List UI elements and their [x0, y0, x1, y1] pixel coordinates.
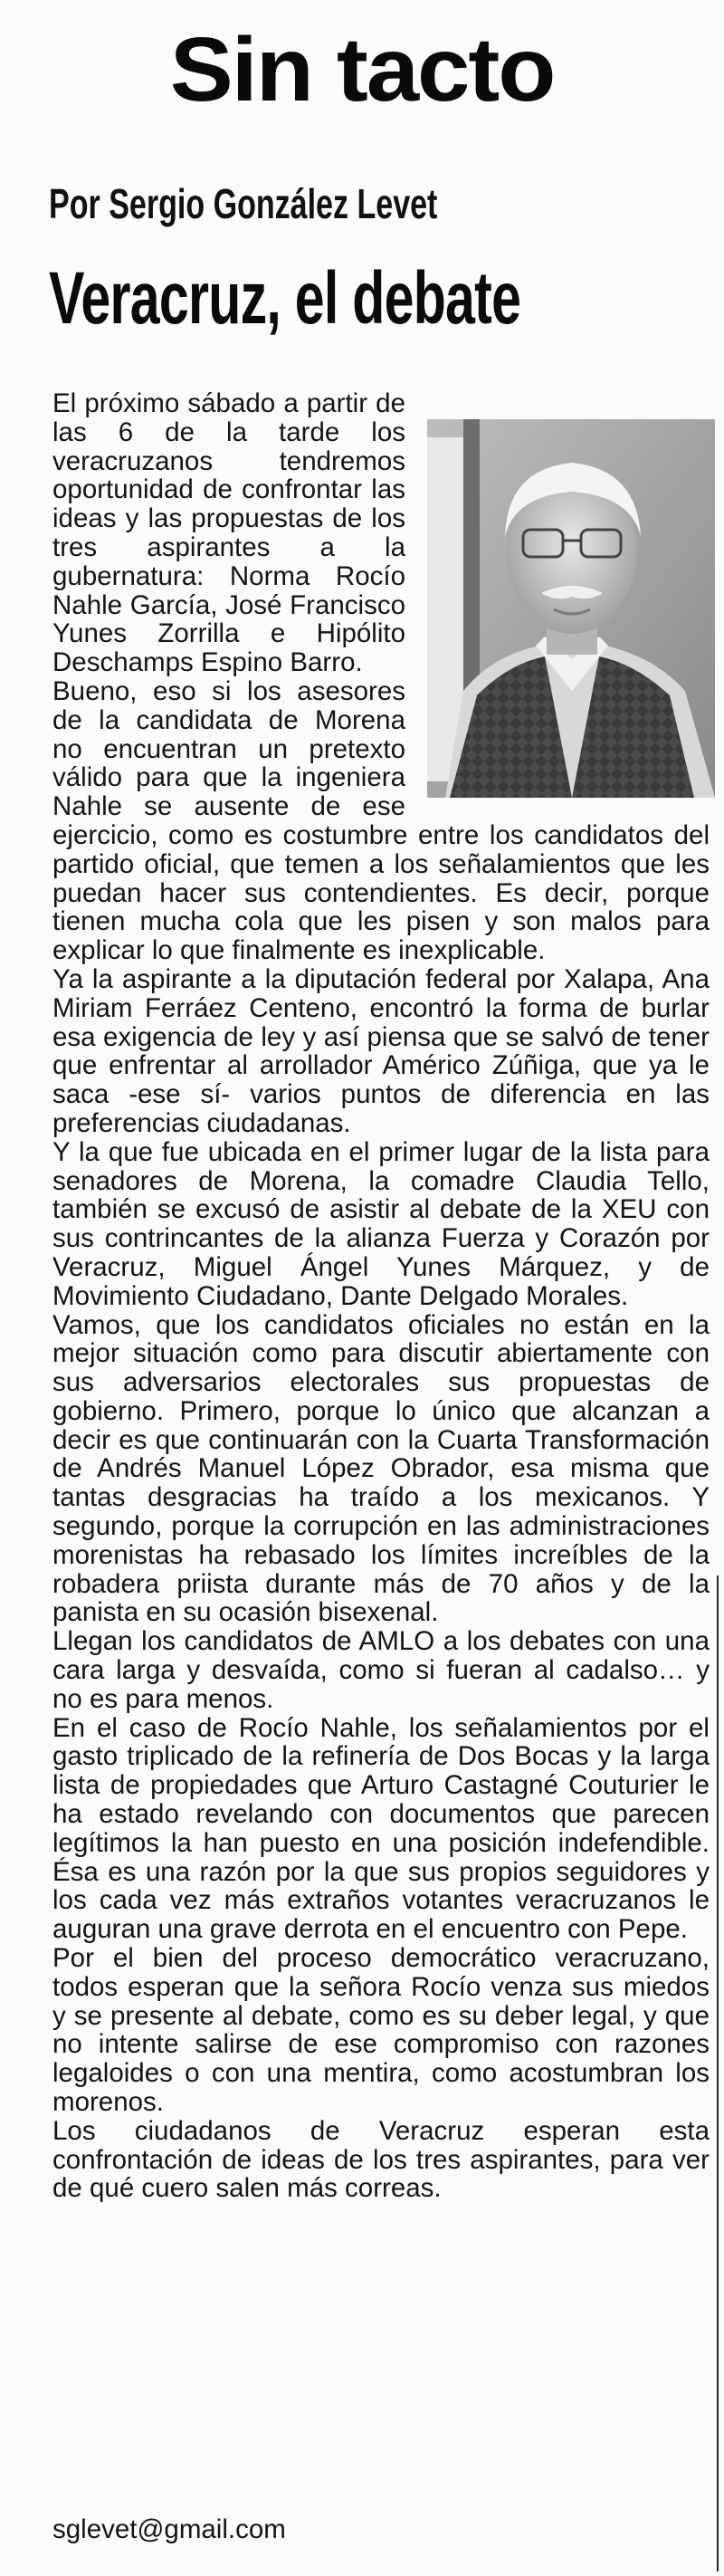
- article-body: [52, 389, 710, 2203]
- paragraph: En el caso de Rocío Nahle, los señalamientos por el gasto triplicado de la refinería de Dos Bocas y la larga lista de propiedades que Arturo Castagné Couturier le ha estado revelando con documentos que parecen legítimos la han puesto en una posición indefendible. Ésa es una razón por la que sus propios seguidores y los cada vez más extraños votantes veracruzanos le auguran una grave derrota en el encuentro con Pepe.: [52, 1712, 710, 1945]
- paragraph: Por el bien del proceso democrático veracruzano, todos esperan que la señora Rocío venza sus miedos y se presente al debate, como es su deber legal, y que no intente salirse de ese compromiso con razones legaloides o con una mentira, como acostumbran los morenos.: [52, 1943, 710, 2118]
- author-byline: Por Sergio González Levet: [49, 180, 438, 227]
- page-edge-line: [717, 1575, 719, 2571]
- paragraph: Los ciudadanos de Veracruz esperan esta confrontación de ideas de los tres aspirantes, para ver de qué cuero salen más correas.: [52, 2115, 710, 2204]
- author-email: sglevet@gmail.com: [52, 2514, 286, 2544]
- paragraph: El próximo sábado a partir de las 6 de la tarde los veracruzanos tendremos oportunidad de confrontar las ideas y las propuestas de los tres aspirantes a la gubernatura: Norma Rocío Nahle García, José Francisco Yunes Zorrilla e Hipólito Deschamps Espino Barro.: [52, 388, 405, 678]
- article-headline: Veracruz, el debate: [49, 257, 521, 340]
- photo-float-spacer: [418, 389, 710, 815]
- paragraph: Bueno, eso si los asesores de la candidata de Morena no encuentran un pretexto válido para que la ingeniera Nahle se ausente de ese ejercicio, como es costumbre entre los candidatos del partido oficial, que temen a los señalamientos que les puedan hacer sus contendientes. Es decir, porque tienen mucha cola que les pisen y son malos para explicar lo que finalmente es inexplicable.: [52, 675, 710, 966]
- paragraph: Ya la aspirante a la diputación federal por Xalapa, Ana Miriam Ferráez Centeno, encontró la forma de burlar esa exigencia de ley y así piensa que se salvó de tener que enfrentar al arrollador Américo Zúñiga, que ya le saca -ese sí- varios puntos de diferencia en las preferencias ciudadanas.: [52, 963, 710, 1138]
- paragraph: Vamos, que los candidatos oficiales no están en la mejor situación como para discutir abiertamente con sus adversarios electorales sus propuestas de gobierno. Primero, porque lo único que alcanzan a decir es que continuarán con la Cuarta Transformación de Andrés Manuel López Obrador, esa misma que tantas desgracias ha traído a los mexicanos. Y segundo, porque la corrupción en las administraciones morenistas ha rebasado los límites increíbles de la robadera priista durante más de 70 años y de la panista en su ocasión bisexenal.: [52, 1309, 710, 1628]
- column-title: Sin tacto: [169, 19, 555, 120]
- paragraph: Llegan los candidatos de AMLO a los debates con una cara larga y desvaída, como si fueran al cadalso… y no es para menos.: [52, 1626, 710, 1714]
- paragraph: Y la que fue ubicada en el primer lugar de la lista para senadores de Morena, la comadre Claudia Tello, también se excusó de asistir al debate de la XEU con sus contrincantes de la alianza Fuerza y Corazón por Veracruz, Miguel Ángel Yunes Márquez, y de Movimiento Ciudadano, Dante Delgado Morales.: [52, 1136, 710, 1311]
